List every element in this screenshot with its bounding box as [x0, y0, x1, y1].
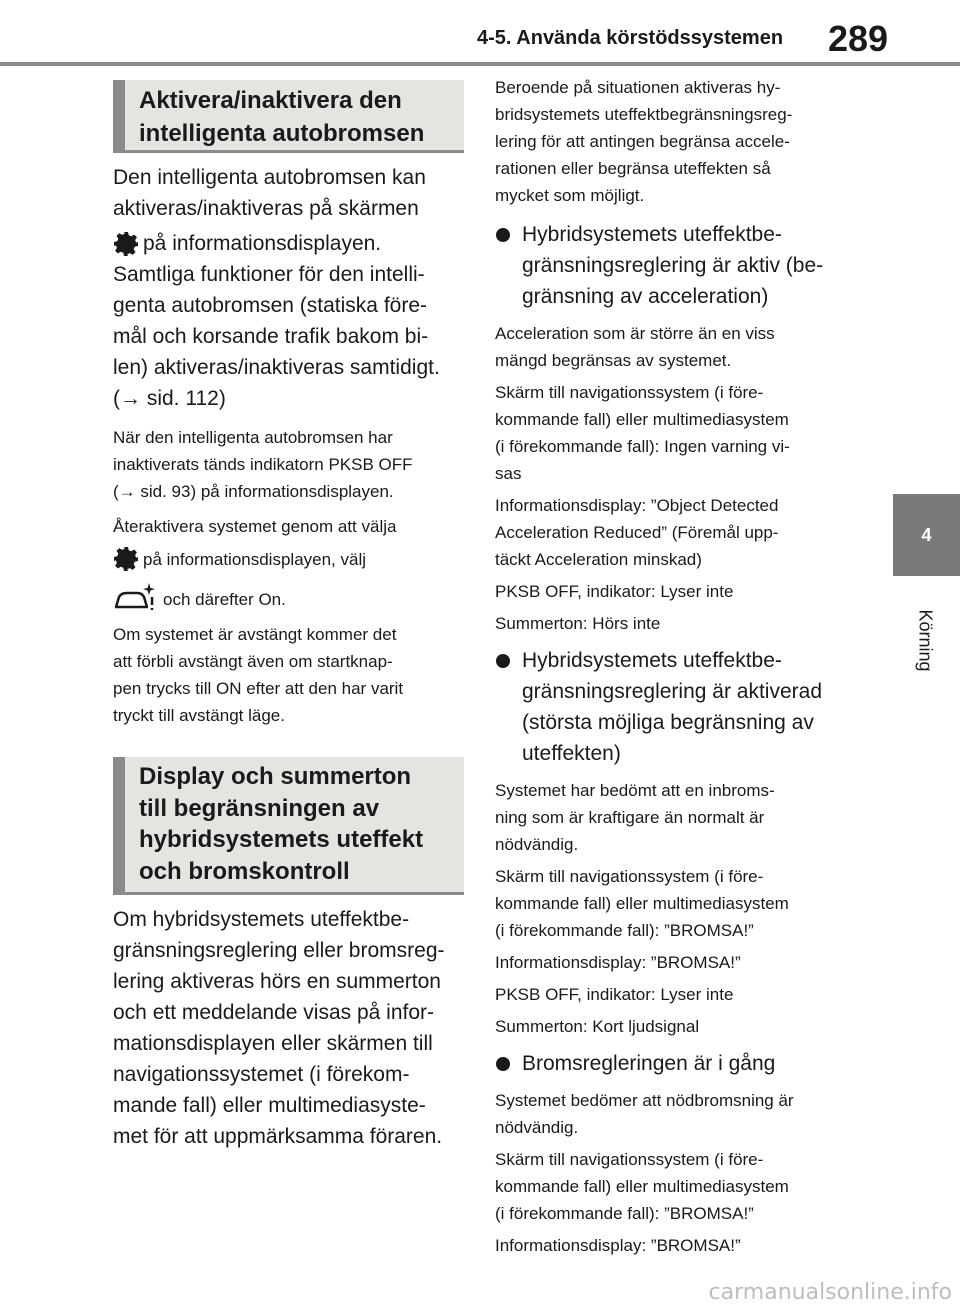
section-heading-activate — [113, 80, 464, 153]
paragraph-line: Skärm till navigationssystem (i före- — [495, 383, 764, 402]
paragraph-line: pen trycks till ON efter att den har varit — [113, 679, 404, 698]
chapter-label-wrap — [890, 600, 960, 680]
paragraph-line: Beroende på situationen aktiveras hy- — [495, 78, 781, 97]
paragraph-line: (i förekommande fall): ”BROMSA!” — [495, 1204, 754, 1223]
paragraph-line: När den intelligenta autobromsen har — [113, 428, 393, 447]
section-header-title: 4-5. Använda körstödssystemen — [477, 27, 784, 49]
paragraph-line: bridsystemets uteffektbegränsningsreg- — [495, 105, 793, 124]
paragraph-line: kommande fall) eller multimediasystem — [495, 410, 789, 429]
paragraph-text: och därefter On. — [163, 590, 286, 609]
section-heading-line: och bromskontroll — [139, 857, 350, 885]
bullet-dot-icon — [496, 228, 510, 242]
bullet-dot-icon — [496, 1057, 510, 1071]
paragraph-line: kommande fall) eller multimediasystem — [495, 894, 789, 913]
paragraph-line: Systemet bedömer att nödbromsning är — [495, 1091, 794, 1110]
paragraph-line: lering för att antingen begränsa accele- — [495, 132, 790, 151]
paragraph-line: rationen eller begränsa uteffekten så — [495, 159, 771, 178]
paragraph-line: nödvändig. — [495, 835, 579, 854]
section-heading-line: hybridsystemets uteffekt — [139, 826, 424, 853]
bullet-line: Hybridsystemets uteffektbe- — [522, 223, 782, 246]
gear-icon — [113, 546, 139, 572]
paragraph-line: met för att uppmärksamma föraren. — [113, 1125, 443, 1148]
chapter-number: 4 — [921, 524, 932, 545]
bullet-line: (största möjliga begränsning av — [522, 711, 814, 734]
bullet-line: Bromsregleringen är i gång — [522, 1052, 776, 1075]
paragraph-text: på informationsdisplayen, välj — [143, 550, 367, 569]
page-number: 289 — [828, 18, 889, 59]
paragraph-line: Systemet har bedömt att en inbroms- — [495, 781, 775, 800]
paragraph-line — [113, 228, 473, 259]
paragraph-line: (→ sid. 93) på informationsdisplayen. — [113, 482, 394, 501]
paragraph-line: täckt Acceleration minskad) — [495, 550, 702, 569]
paragraph-line: Om systemet är avstängt kommer det — [113, 625, 397, 644]
section-heading-display — [113, 757, 464, 895]
paragraph-line: nödvändig. — [495, 1118, 579, 1137]
section-heading-line: Display och summerton — [139, 763, 412, 790]
paragraph-line: Den intelligenta autobromsen kan — [113, 166, 426, 189]
paragraph-line: gränsningsreglering eller bromsreg- — [113, 939, 445, 962]
paragraph-line: och ett meddelande visas på infor- — [113, 1001, 435, 1024]
bullet-line: gränsning av acceleration) — [522, 285, 769, 308]
paragraph-line: PKSB OFF, indikator: Lyser inte — [495, 582, 734, 601]
right-text-column — [495, 74, 855, 1259]
chapter-label: Körning — [915, 608, 936, 672]
paragraph-line: mycket som möjligt. — [495, 186, 645, 205]
paragraph-line: navigationssystemet (i förekom- — [113, 1063, 410, 1086]
section-heading-line: till begränsningen av — [139, 794, 380, 822]
paragraph-line: Summerton: Hörs inte — [495, 614, 661, 633]
paragraph-line: Om hybridsystemets uteffektbe- — [113, 908, 410, 931]
paragraph-line — [113, 581, 473, 613]
paragraph-line: Informationsdisplay: ”Object Detected — [495, 496, 779, 515]
bullet-line: gränsningsreglering är aktiv (be- — [522, 254, 824, 277]
paragraph-line: aktiveras/inaktiveras på skärmen — [113, 197, 419, 220]
bullet-dot-icon — [496, 654, 510, 668]
paragraph-line: (i förekommande fall): ”BROMSA!” — [495, 921, 754, 940]
paragraph-line: tryckt till avstängt läge. — [113, 706, 285, 725]
paragraph-line: mande fall) eller multimediasyste- — [113, 1094, 426, 1117]
paragraph-line: Summerton: Kort ljudsignal — [495, 1017, 700, 1036]
watermark: carmanualsonline.info — [708, 1280, 952, 1305]
paragraph-line: ning som är kraftigare än normalt är — [495, 808, 765, 827]
paragraph-line: PKSB OFF, indikator: Lyser inte — [495, 985, 734, 1004]
paragraph-line: Samtliga funktioner för den intelli- — [113, 263, 425, 286]
paragraph-line: sas — [495, 464, 522, 483]
header-divider — [0, 62, 960, 66]
bullet-line: uteffekten) — [522, 742, 621, 765]
paragraph-line: kommande fall) eller multimediasystem — [495, 1177, 789, 1196]
car-warning-icon — [113, 581, 157, 611]
paragraph-line: mationsdisplayen eller skärmen till — [113, 1032, 433, 1055]
paragraph-line: att förbli avstängt även om startknap- — [113, 652, 393, 671]
paragraph-line: Informationsdisplay: ”BROMSA!” — [495, 953, 741, 972]
paragraph-line: Informationsdisplay: ”BROMSA!” — [495, 1236, 741, 1255]
paragraph-line: genta autobromsen (statiska före- — [113, 294, 427, 317]
paragraph-line: Acceleration som är större än en viss — [495, 324, 775, 343]
section-heading-line: intelligenta autobromsen — [139, 120, 425, 147]
paragraph-line: len) aktiveras/inaktiveras samtidigt. — [113, 356, 440, 379]
paragraph-line: Skärm till navigationssystem (i före- — [495, 1150, 764, 1169]
bullet-line: gränsningsreglering är aktiverad — [522, 680, 822, 703]
paragraph-line: (i förekommande fall): Ingen varning vi- — [495, 437, 790, 456]
paragraph-line: lering aktiveras hörs en summerton — [113, 970, 441, 993]
paragraph-line: mål och korsande trafik bakom bi- — [113, 325, 429, 348]
paragraph-line: Återaktivera systemet genom att välja — [113, 517, 397, 536]
bullet-heading — [495, 645, 855, 769]
bullet-heading — [495, 1048, 855, 1079]
left-text-block-1 — [113, 162, 473, 729]
section-heading-line: Aktivera/inaktivera den — [139, 87, 402, 114]
paragraph-line: mängd begränsas av systemet. — [495, 351, 732, 370]
gear-icon — [113, 231, 139, 257]
bullet-heading — [495, 219, 855, 312]
paragraph-line: Acceleration Reduced” (Föremål upp- — [495, 523, 779, 542]
paragraph-text: på informationsdisplayen. — [143, 232, 382, 255]
page-reference: (→ sid. 112) — [113, 387, 226, 410]
chapter-tab — [893, 494, 960, 576]
paragraph-line — [113, 546, 473, 573]
bullet-line: Hybridsystemets uteffektbe- — [522, 649, 782, 672]
paragraph-line: Skärm till navigationssystem (i före- — [495, 867, 764, 886]
paragraph-line: inaktiverats tänds indikatorn PKSB OFF — [113, 455, 413, 474]
left-text-block-2 — [113, 904, 473, 1152]
